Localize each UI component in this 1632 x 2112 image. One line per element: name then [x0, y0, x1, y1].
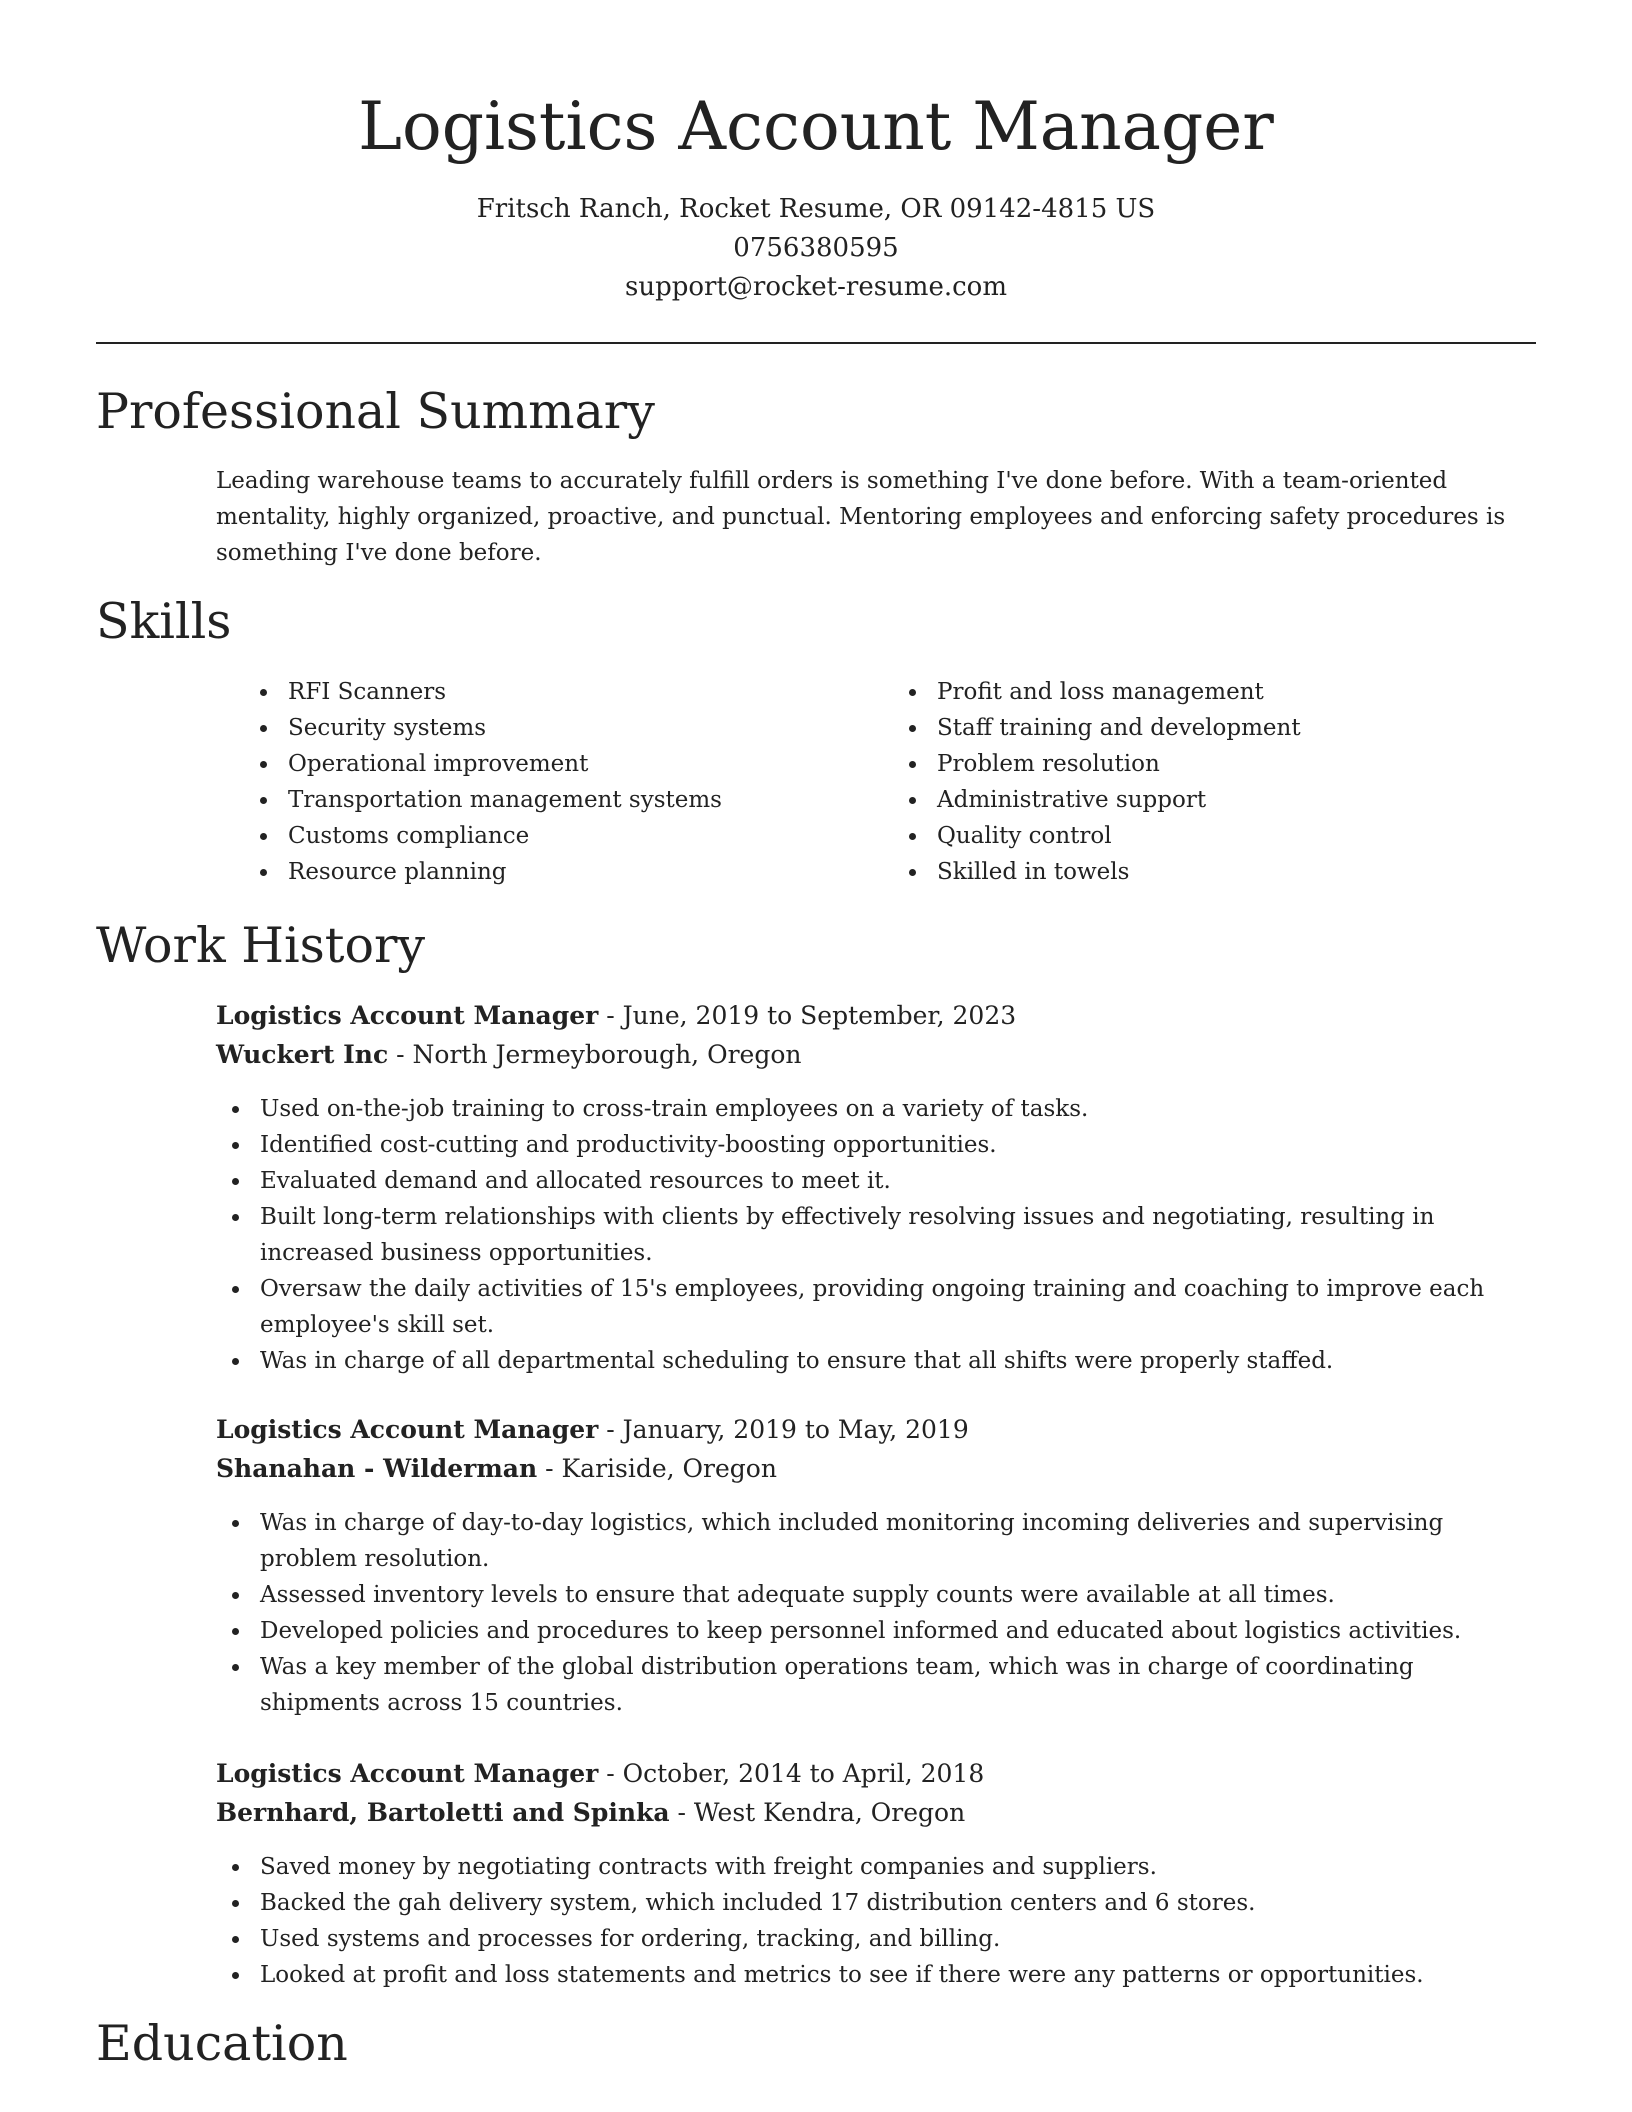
job-location: - North Jermeyborough, Oregon [388, 1040, 802, 1069]
skill-item: Skilled in towels [893, 854, 1533, 890]
job-title: Logistics Account Manager [216, 1759, 599, 1788]
education-heading: Education [96, 2015, 348, 2072]
job-bullet: Identified cost-cutting and productivity-boosting opportunities. [216, 1127, 1536, 1163]
skill-item: Security systems [244, 710, 884, 746]
contact-email[interactable]: support@rocket-resume.com [624, 272, 1007, 302]
job-title-line [216, 1754, 1536, 1794]
job-location: - Kariside, Oregon [537, 1454, 777, 1483]
skill-item: Quality control [893, 818, 1533, 854]
job-bullets [216, 1091, 1536, 1379]
job-company: Bernhard, Bartoletti and Spinka [216, 1798, 670, 1827]
skill-item: Problem resolution [893, 746, 1533, 782]
work-history-heading: Work History [96, 917, 426, 974]
job-title: Logistics Account Manager [216, 1415, 599, 1444]
contact-block [0, 190, 1632, 307]
skill-item: Customs compliance [244, 818, 884, 854]
page-title: Logistics Account Manager [358, 88, 1274, 165]
job-bullet: Oversaw the daily activities of 15's employees, providing ongoing training and coaching to improve each employee's skill set. [216, 1271, 1536, 1343]
skills-list-right [893, 674, 1533, 890]
skill-item: Staff training and development [893, 710, 1533, 746]
skill-item: Transportation management systems [244, 782, 884, 818]
summary-text: Leading warehouse teams to accurately fulfill orders is something I've done before. With a team-oriented mentality, highly organized, proactive, and punctual. Mentoring employees and enforcing safety procedures is something I've done before. [216, 468, 1506, 566]
header-divider [96, 342, 1536, 344]
summary-heading: Professional Summary [96, 383, 655, 440]
job-bullet: Built long-term relationships with clients by effectively resolving issues and negotiating, resulting in increased business opportunities. [216, 1199, 1536, 1271]
job-bullet: Used systems and processes for ordering, tracking, and billing. [216, 1921, 1536, 1957]
job-bullet: Looked at profit and loss statements and metrics to see if there were any patterns or opportunities. [216, 1957, 1536, 1993]
skill-item: Operational improvement [244, 746, 884, 782]
job-company: Wuckert Inc [216, 1040, 389, 1069]
skills-list-left [244, 674, 884, 890]
contact-address: Fritsch Ranch, Rocket Resume, OR 09142-4815 US [476, 194, 1156, 224]
job-dates: - January, 2019 to May, 2019 [598, 1415, 969, 1444]
job-bullet: Used on-the-job training to cross-train employees on a variety of tasks. [216, 1091, 1536, 1127]
job-bullets [216, 1505, 1536, 1721]
job-bullet: Was in charge of day-to-day logistics, which included monitoring incoming deliveries and supervising problem resolution. [216, 1505, 1536, 1577]
job-bullet: Developed policies and procedures to keep personnel informed and educated about logistics activities. [216, 1613, 1536, 1649]
job-company-line [216, 1793, 1536, 1833]
job-company-line [216, 1449, 1536, 1489]
job-dates: - June, 2019 to September, 2023 [598, 1001, 1017, 1030]
skill-item: Profit and loss management [893, 674, 1533, 710]
job-bullet: Assessed inventory levels to ensure that adequate supply counts were available at all times. [216, 1577, 1536, 1613]
job-bullets [216, 1849, 1536, 1993]
job-title: Logistics Account Manager [216, 1001, 599, 1030]
job-location: - West Kendra, Oregon [669, 1798, 966, 1827]
contact-phone: 0756380595 [733, 233, 899, 263]
skill-item: RFI Scanners [244, 674, 884, 710]
job-bullet: Evaluated demand and allocated resources to meet it. [216, 1163, 1536, 1199]
job-dates: - October, 2014 to April, 2018 [598, 1759, 985, 1788]
job-bullet: Backed the gah delivery system, which included 17 distribution centers and 6 stores. [216, 1885, 1536, 1921]
job-title-line [216, 996, 1536, 1036]
job-company-line [216, 1035, 1536, 1075]
job-bullet: Was a key member of the global distribution operations team, which was in charge of coordinating shipments across 15 countries. [216, 1649, 1536, 1721]
job-company: Shanahan - Wilderman [216, 1454, 538, 1483]
skills-heading: Skills [96, 593, 232, 650]
job-bullet: Was in charge of all departmental scheduling to ensure that all shifts were properly staffed. [216, 1343, 1536, 1379]
skill-item: Administrative support [893, 782, 1533, 818]
job-title-line [216, 1410, 1536, 1450]
job-bullet: Saved money by negotiating contracts with freight companies and suppliers. [216, 1849, 1536, 1885]
skill-item: Resource planning [244, 854, 884, 890]
